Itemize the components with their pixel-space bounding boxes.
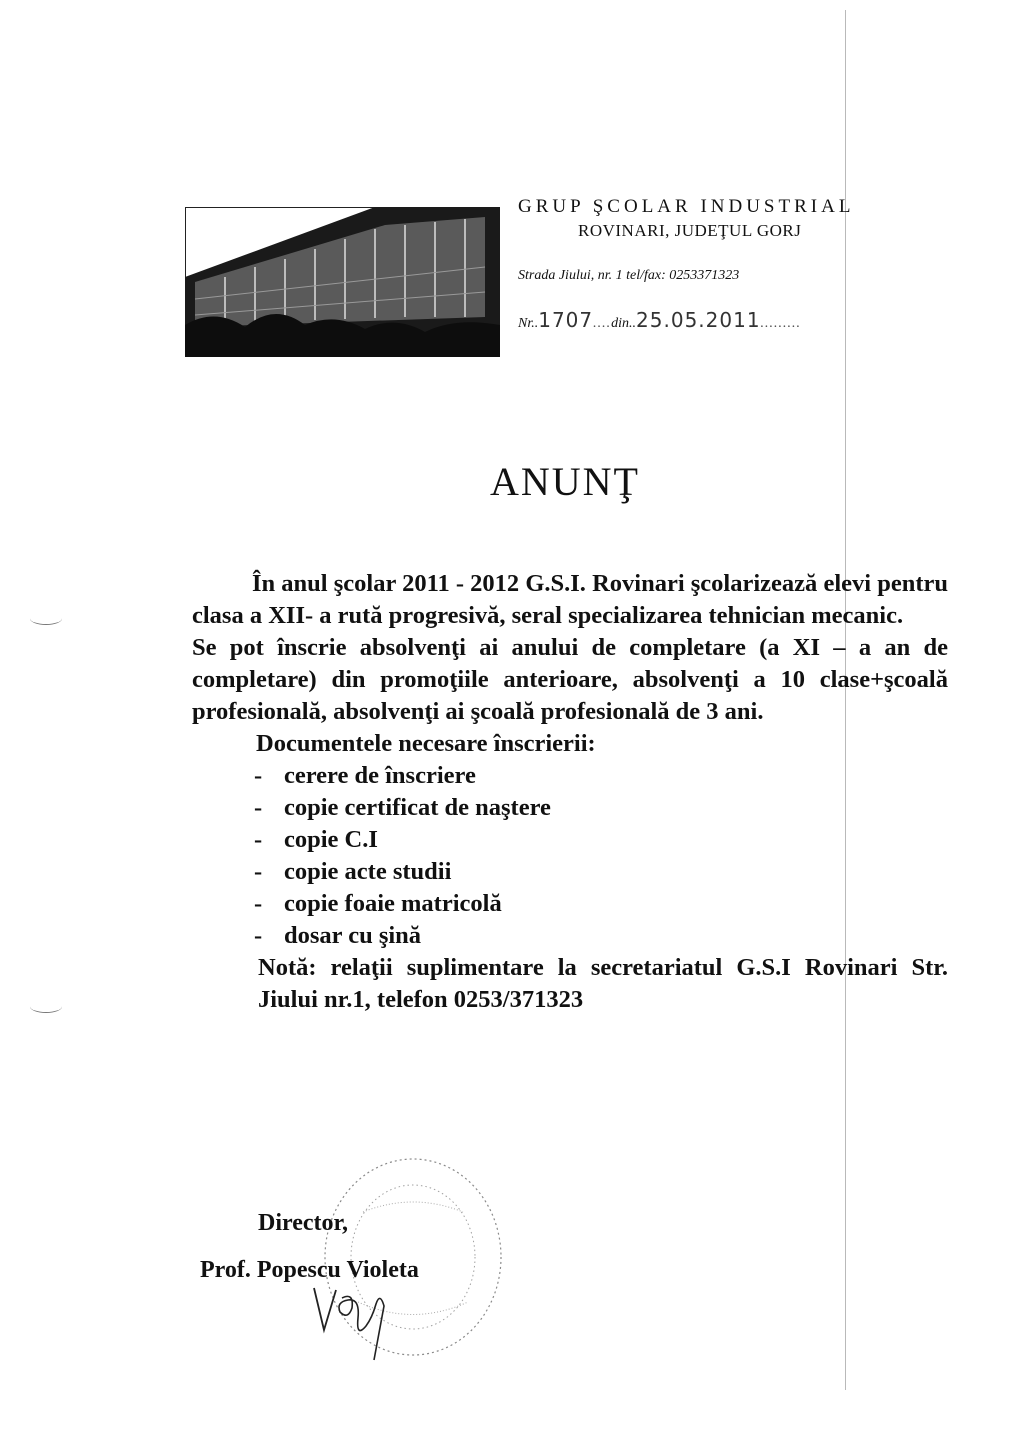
list-item: - copie acte studii bbox=[254, 858, 452, 885]
director-name: Prof. Popescu Violeta bbox=[200, 1257, 419, 1283]
margin-mark bbox=[30, 1000, 62, 1013]
margin-mark bbox=[30, 612, 62, 625]
paragraph-enrollment: În anul şcolar 2011 - 2012 G.S.I. Rovinari şcolarizează elevi pentru clasa a XII- a rută progresivă, seral specializarea tehnician mecanic. bbox=[192, 570, 948, 629]
reg-date-label: din.. bbox=[611, 316, 637, 331]
reg-number: 1707 bbox=[538, 308, 594, 332]
director-label: Director, bbox=[258, 1210, 348, 1236]
document-title: ANUNŢ bbox=[490, 459, 640, 504]
registration-line bbox=[518, 308, 801, 332]
list-item: - dosar cu şină bbox=[254, 922, 422, 949]
reg-prefix: Nr.. bbox=[518, 316, 539, 331]
paragraph-eligibility: Se pot înscrie absolvenţi ai anului de completare (a XI – a an de completare) din promoţiile anterioare, absolvenţi a 10 clase+şcoală profesională, absolvenţi ai şcoală profesională de 3 ani. bbox=[192, 634, 948, 725]
documents-list bbox=[254, 760, 948, 952]
list-item: - copie certificat de naştere bbox=[254, 794, 551, 821]
school-location: ROVINARI, JUDEŢUL GORJ bbox=[578, 221, 802, 240]
reg-dots: ......... bbox=[760, 316, 802, 331]
school-name: GRUP ŞCOLAR INDUSTRIAL bbox=[518, 196, 855, 217]
list-item: - copie foaie matricolă bbox=[254, 890, 502, 917]
reg-dots: .... bbox=[593, 316, 612, 331]
school-address: Strada Jiului, nr. 1 tel/fax: 0253371323 bbox=[518, 268, 740, 283]
school-building-photo bbox=[185, 207, 500, 357]
list-item: - cerere de înscriere bbox=[254, 762, 476, 789]
list-item: - copie C.I bbox=[254, 826, 378, 853]
documents-heading: Documentele necesare înscrierii: bbox=[256, 730, 596, 757]
announcement-body bbox=[192, 568, 948, 1016]
contact-note: Notă: relaţii suplimentare la secretariatul G.S.I Rovinari Str. Jiului nr.1, telefon 0253/371323 bbox=[258, 954, 948, 1013]
reg-date: 25.05.2011 bbox=[636, 308, 761, 332]
